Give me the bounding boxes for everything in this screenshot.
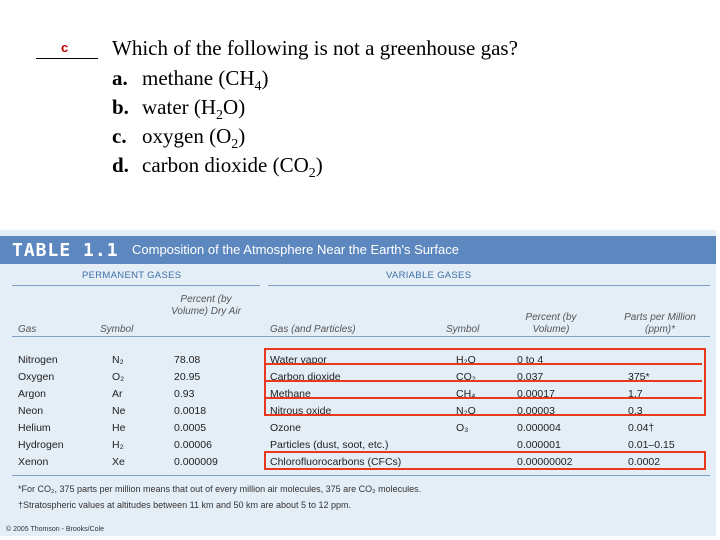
permanent-rule: [12, 285, 260, 286]
variable-rule: [268, 285, 710, 286]
answer-blank: [36, 58, 98, 59]
table-row: Helium: [18, 422, 51, 434]
header-symbol-2: Symbol: [446, 324, 480, 335]
highlight-divider-3: [264, 350, 702, 399]
option-c: c. oxygen $(O_2)$: [112, 124, 246, 153]
permanent-percent-column: 78.08 20.95 0.93 0.0018 0.0005 0.00006 0.000009: [174, 354, 218, 468]
header-ppm: Parts per Million (ppm)*: [624, 312, 696, 335]
table-row: Carbon dioxide: [270, 371, 341, 383]
option-a: a. methane $(CH_4)$: [112, 66, 269, 95]
table-row: Oxygen: [18, 371, 55, 383]
atmosphere-table-figure: [0, 230, 716, 536]
variable-symbol-column: H₂O CO₂ CH₄ N₂O O₃: [456, 354, 476, 434]
header-symbol: Symbol: [100, 324, 134, 335]
table-row: Water vapor: [270, 354, 327, 366]
answer-letter: c: [61, 40, 69, 55]
variable-gases-label: VARIABLE GASES: [386, 270, 472, 281]
footnote-rule: [12, 475, 710, 476]
permanent-symbol-column: N₂ O₂ Ar Ne He H₂ Xe: [112, 354, 126, 468]
table-number: TABLE 1.1: [12, 240, 119, 261]
table-banner: [0, 236, 716, 264]
table-row: Particles (dust, soot, etc.): [270, 439, 389, 451]
table-row: Hydrogen: [18, 439, 64, 451]
option-d: d. carbon dioxide $(CO_2)$: [112, 153, 323, 182]
table-row: Methane: [270, 388, 311, 400]
table-row: Nitrogen: [18, 354, 58, 366]
header-gas: Gas: [18, 324, 37, 335]
table-title: Composition of the Atmosphere Near the Earth's Surface: [132, 242, 459, 257]
table-row: Chlorofluorocarbons (CFCs): [270, 456, 402, 468]
copyright: © 2005 Thomson - Brooks/Cole: [6, 526, 105, 533]
table-row: Ozone: [270, 422, 301, 434]
question-stem: Which of the following is not a greenhouse gas?: [112, 36, 518, 60]
variable-percent-column: 0 to 4 0.037 0.00017 0.00003 0.000004 0.000001 0.00000002: [517, 354, 573, 468]
footnote-stratospheric: †Stratospheric values at altitudes between 11 km and 50 km are about 5 to 12 ppm.: [18, 500, 352, 510]
variable-ppm-column: 375* 1.7 0.3 0.04† 0.01–0.15 0.0002: [628, 371, 675, 468]
table-row: Xenon: [18, 456, 49, 468]
header-rule: [12, 336, 710, 337]
header-percent: Percent (by Volume): [525, 312, 577, 335]
highlight-box-cfc: [264, 451, 706, 470]
table-row: Argon: [18, 388, 47, 400]
header-gas-particles: Gas (and Particles): [270, 324, 356, 335]
permanent-gases-label: PERMANENT GASES: [82, 270, 182, 281]
table-row: Nitrous oxide: [270, 405, 332, 417]
permanent-gas-column: [18, 352, 64, 471]
table-row: Neon: [18, 405, 44, 417]
header-percent-dry: Percent (by Volume) Dry Air: [171, 294, 241, 317]
option-b: b. water $(H_2O)$: [112, 95, 246, 124]
footnote-co2: *For CO₂, 375 parts per million means that out of every million air molecules, 375 are CO₂ molecules.: [18, 484, 422, 494]
